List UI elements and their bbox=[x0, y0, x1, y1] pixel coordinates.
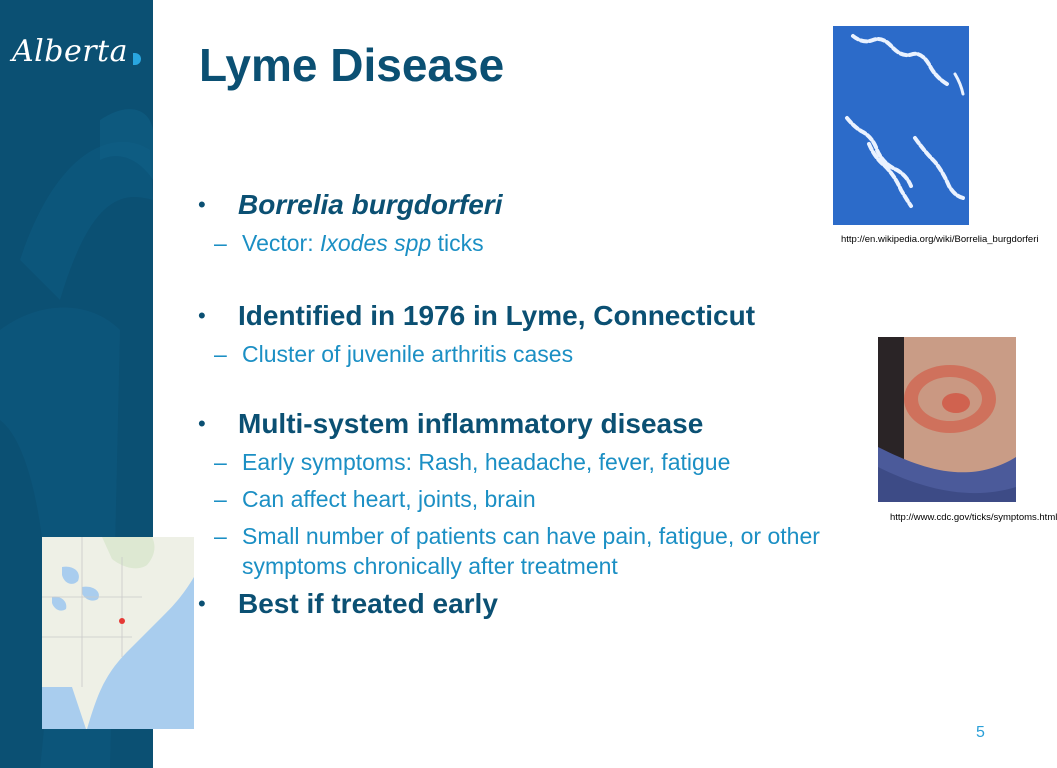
dash-icon: – bbox=[214, 523, 227, 549]
bullet-item-borrelia bbox=[198, 188, 898, 222]
rash-illustration bbox=[878, 337, 1016, 502]
bullet-text: Identified in 1976 in Lyme, Connecticut bbox=[238, 300, 756, 331]
slide-title: Lyme Disease bbox=[199, 39, 505, 91]
bullet-item-treated bbox=[198, 587, 898, 621]
page-number: 5 bbox=[976, 724, 985, 741]
bullet-text: Best if treated early bbox=[238, 588, 498, 619]
bullet-icon: • bbox=[198, 591, 206, 616]
bullet-text: Borrelia burgdorferi bbox=[238, 189, 503, 220]
dash-icon: – bbox=[214, 341, 227, 367]
dash-icon: – bbox=[214, 486, 227, 512]
alberta-logo: Alberta bbox=[12, 34, 128, 69]
sub-bullet-item bbox=[198, 521, 898, 581]
map-illustration bbox=[42, 537, 194, 729]
bullet-text: Multi-system inflammatory disease bbox=[238, 408, 704, 439]
borrelia-bacteria-image bbox=[833, 26, 969, 225]
rash-source-caption: http://www.cdc.gov/ticks/symptoms.html bbox=[890, 512, 1057, 523]
sub-bullet-item bbox=[198, 447, 898, 477]
sub-bullet-text: ticks bbox=[431, 230, 484, 256]
bullet-item-identified bbox=[198, 299, 898, 333]
sub-bullet-text: Small number of patients can have pain, fatigue, or other symptoms chronically after treatment bbox=[242, 523, 820, 579]
eastern-north-america-map bbox=[42, 537, 194, 729]
sub-bullet-text: Ixodes spp bbox=[319, 230, 432, 256]
bullet-icon: • bbox=[198, 192, 206, 217]
bacteria-source-caption: http://en.wikipedia.org/wiki/Borrelia_burgdorferi bbox=[841, 234, 1039, 245]
dash-icon: – bbox=[214, 230, 227, 256]
sub-bullet-text: Early symptoms: Rash, headache, fever, fatigue bbox=[242, 449, 731, 475]
bullet-item-multisystem bbox=[198, 407, 898, 441]
lyme-rash-image bbox=[878, 337, 1016, 502]
sub-bullet-item bbox=[198, 339, 898, 369]
sub-bullet-text: Can affect heart, joints, brain bbox=[242, 486, 536, 512]
bacteria-illustration bbox=[833, 26, 969, 225]
bullet-spacer bbox=[198, 258, 898, 299]
bullet-icon: • bbox=[198, 411, 206, 436]
sub-bullet-item bbox=[198, 484, 898, 514]
bullet-icon: • bbox=[198, 303, 206, 328]
bullet-list bbox=[198, 188, 898, 621]
bullet-spacer bbox=[198, 369, 898, 407]
sub-bullet-item bbox=[198, 228, 898, 258]
sub-bullet-text: Vector: bbox=[242, 230, 320, 256]
dash-icon: – bbox=[214, 449, 227, 475]
sub-bullet-text: Cluster of juvenile arthritis cases bbox=[242, 341, 574, 367]
